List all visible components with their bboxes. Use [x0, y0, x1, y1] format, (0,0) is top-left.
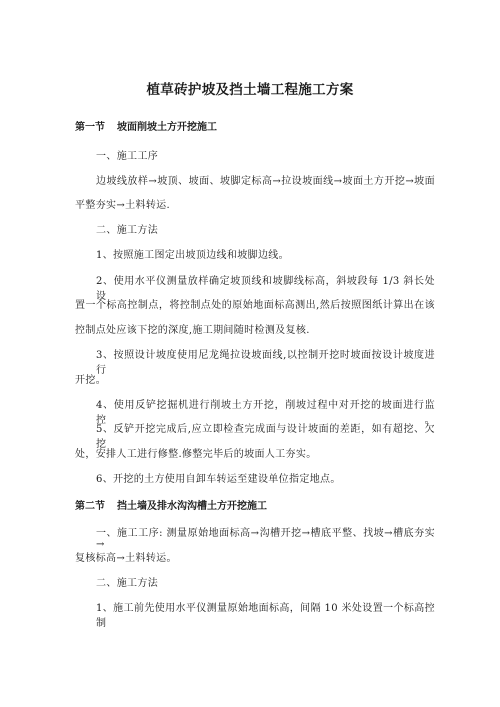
paragraph-line: 控制点处应该下挖的深度,施工期间随时检测及复核. [75, 325, 310, 336]
section-title: 坡面削坡土方开挖施工 [117, 122, 217, 133]
paragraph-line: 二、施工方法 [96, 578, 159, 589]
paragraph-line: 复核标高→土料转运。 [75, 553, 177, 564]
section-number: 第二节 [75, 501, 105, 512]
paragraph-line: 6、开挖的土方使用自卸车转运至建设单位指定地点。 [96, 474, 341, 485]
section-title: 挡土墙及排水沟沟槽土方开挖施工 [117, 501, 267, 512]
paragraph-line: 一、施工工序 [96, 151, 159, 162]
paragraph-line: 开挖。 [75, 375, 107, 386]
paragraph-line: 二、施工方法 [96, 225, 159, 236]
section-number: 第一节 [75, 122, 105, 133]
section-heading-2 [75, 497, 267, 512]
paragraph-line: 1、按照施工图定出坡顶边线和坡脚边线。 [96, 250, 290, 261]
paragraph-line: 边坡线放样→坡顶、坡面、坡脚定标高→拉设坡面线→坡面土方开挖→坡面 [96, 176, 435, 187]
paragraph-line: 2、使用水平仪测量放样确定坡顶线和坡脚线标高，斜坡段每 1/3 斜长处设 [96, 276, 435, 302]
document-title: 植草砖护坡及挡土墙工程施工方案 [146, 82, 354, 98]
paragraph-line: 1、施工前先使用水平仪测量原始地面标高，间隔 10 米处设置一个标高控制 [96, 603, 435, 629]
paragraph-line: 3、按照设计坡度使用尼龙绳拉设坡面线,以控制开挖时坡面按设计坡度进行 [96, 350, 435, 376]
paragraph-line: 置一个标高控制点，将控制点处的原始地面标高测出,然后按照图纸计算出在该 [75, 300, 435, 311]
paragraph-line: 一、施工工序: 测量原始地面标高→沟槽开挖→槽底平整、找坡→槽底夯实→ [96, 528, 435, 550]
paragraph-line: 平整夯实→土料转运. [75, 200, 171, 211]
section-heading-1 [75, 118, 217, 133]
paragraph-line: 5、反铲开挖完成后,应立即检查完成面与设计坡面的差距，如有超挖、欠挖 [96, 424, 435, 450]
paragraph-line: 处，安排人工进行修整.修整完毕后的坡面人工夯实。 [75, 449, 317, 460]
paragraph-line: 4、使用反铲挖掘机进行削坡土方开挖，削坡过程中对开挖的坡面进行监控。 [96, 400, 435, 426]
